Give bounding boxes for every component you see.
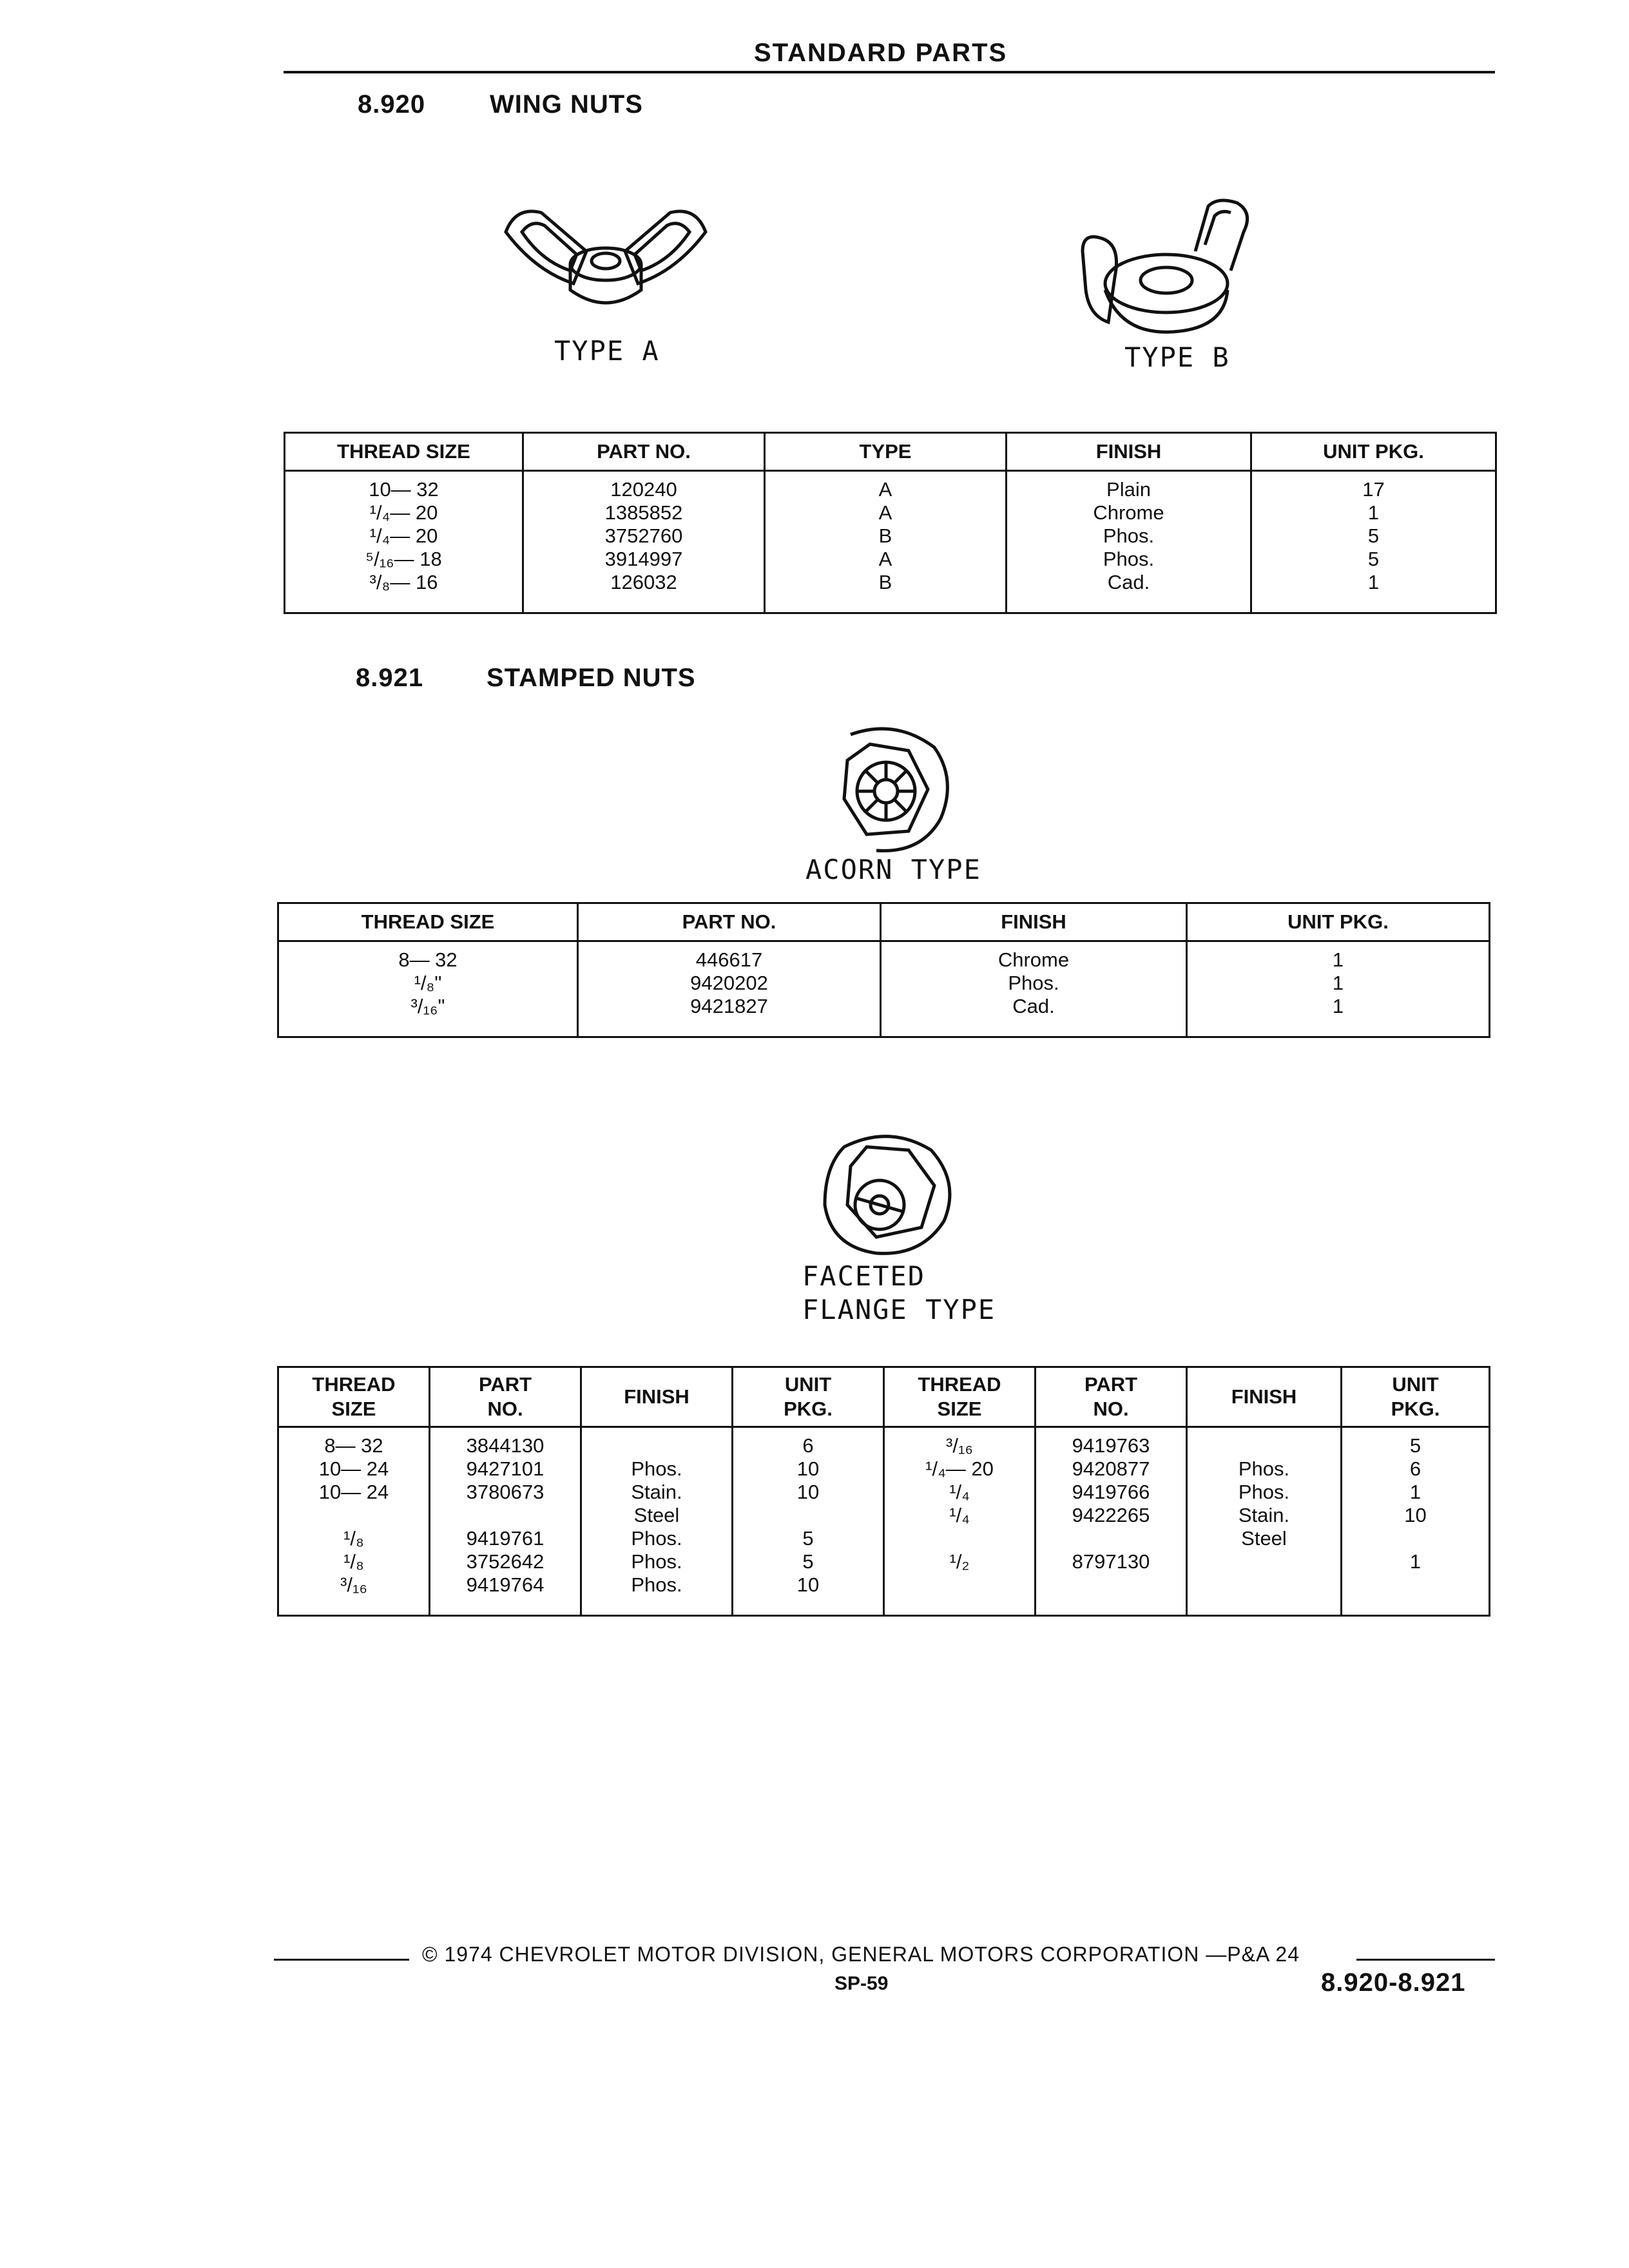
finish-cells: Chrome Phos. Cad. — [881, 941, 1187, 1037]
section-number-8-920: 8.920 — [358, 90, 426, 119]
section-title-stamped-nuts: STAMPED NUTS — [487, 664, 696, 692]
footer-copyright: © 1974 CHEVROLET MOTOR DIVISION, GENERAL MOTORS CORPORATION —P&A 24 — [422, 1943, 1300, 1966]
table-row — [278, 941, 1490, 1037]
table-header-row — [278, 903, 1490, 941]
page-header-title: STANDARD PARTS — [754, 39, 1008, 67]
column-header-unit-pkg-2: UNIT PKG. — [1342, 1367, 1490, 1427]
caption-type-a: TYPE A — [554, 335, 660, 367]
column-header-finish: FINISH — [1007, 433, 1251, 471]
unit-pkg-cells: 1 1 1 — [1187, 941, 1490, 1037]
column-header-part-no: PART NO. — [578, 903, 881, 941]
footer-section-range: 8.920-8.921 — [1321, 1968, 1466, 1997]
acorn-nuts-table — [277, 902, 1490, 1038]
column-header-thread-size: THREAD SIZE — [278, 903, 578, 941]
column-header-part-no: PART NO. — [430, 1367, 581, 1427]
column-header-part-no-2: PART NO. — [1036, 1367, 1187, 1427]
part-no-cells: 446617 9420202 9421827 — [578, 941, 881, 1037]
column-header-part-no: PART NO. — [523, 433, 765, 471]
part-no-cells: 3844130 9427101 3780673 9419761 3752642 9419764 — [430, 1427, 581, 1616]
footer-rule-left — [274, 1959, 409, 1961]
column-header-unit-pkg: UNIT PKG. — [1251, 433, 1496, 471]
finish-cells: Plain Chrome Phos. Phos. Cad. — [1007, 471, 1251, 613]
thread-size-cells-2: ³/₁₆ ¹/₄— 20 ¹/₄ ¹/₄ ¹/₂ — [884, 1427, 1036, 1616]
section-title-wing-nuts: WING NUTS — [490, 90, 643, 119]
column-header-unit-pkg: UNIT PKG. — [1187, 903, 1490, 941]
part-no-cells-2: 9419763 9420877 9419766 9422265 8797130 — [1036, 1427, 1187, 1616]
wing-nut-type-b-illustration — [1070, 193, 1269, 341]
caption-type-b: TYPE B — [1124, 341, 1230, 373]
column-header-finish-2: FINISH — [1187, 1367, 1342, 1427]
column-header-type: TYPE — [765, 433, 1007, 471]
finish-cells: Phos. Stain. Steel Phos. Phos. Phos. — [581, 1427, 733, 1616]
unit-pkg-cells: 6 10 10 5 5 10 — [733, 1427, 884, 1616]
table-row — [278, 1427, 1490, 1616]
caption-faceted-flange-type: FACETED FLANGE TYPE — [802, 1260, 996, 1325]
header-rule — [284, 71, 1495, 73]
column-header-finish: FINISH — [881, 903, 1187, 941]
footer-page-code: SP-59 — [834, 1973, 889, 1994]
column-header-thread-size-2: THREAD SIZE — [884, 1367, 1036, 1427]
thread-size-cells: 10— 32 ¹/₄— 20 ¹/₄— 20 ⁵/₁₆— 18 ³/₈— 16 — [285, 471, 523, 613]
thread-size-cells: 8— 32 ¹/₈" ³/₁₆" — [278, 941, 578, 1037]
table-header-row — [285, 433, 1496, 471]
finish-cells-2: Phos. Phos. Stain. Steel — [1187, 1427, 1342, 1616]
column-header-unit-pkg: UNIT PKG. — [733, 1367, 884, 1427]
faceted-flange-nut-illustration — [812, 1128, 967, 1263]
table-header-row — [278, 1367, 1490, 1427]
table-row — [285, 471, 1496, 613]
column-header-finish: FINISH — [581, 1367, 733, 1427]
footer-rule-right — [1356, 1959, 1495, 1961]
section-number-8-921: 8.921 — [356, 664, 424, 692]
unit-pkg-cells-2: 5 6 1 10 1 — [1342, 1427, 1490, 1616]
wing-nut-type-a-illustration — [496, 193, 715, 322]
faceted-flange-nuts-table — [277, 1366, 1490, 1617]
acorn-nut-illustration — [812, 722, 967, 863]
column-header-thread-size: THREAD SIZE — [278, 1367, 430, 1427]
caption-acorn-type: ACORN TYPE — [805, 854, 981, 885]
type-cells: A A B A B — [765, 471, 1007, 613]
wing-nuts-table — [284, 432, 1497, 614]
unit-pkg-cells: 17 1 5 5 1 — [1251, 471, 1496, 613]
part-no-cells: 120240 1385852 3752760 3914997 126032 — [523, 471, 765, 613]
thread-size-cells: 8— 32 10— 24 10— 24 ¹/₈ ¹/₈ ³/₁₆ — [278, 1427, 430, 1616]
column-header-thread-size: THREAD SIZE — [285, 433, 523, 471]
